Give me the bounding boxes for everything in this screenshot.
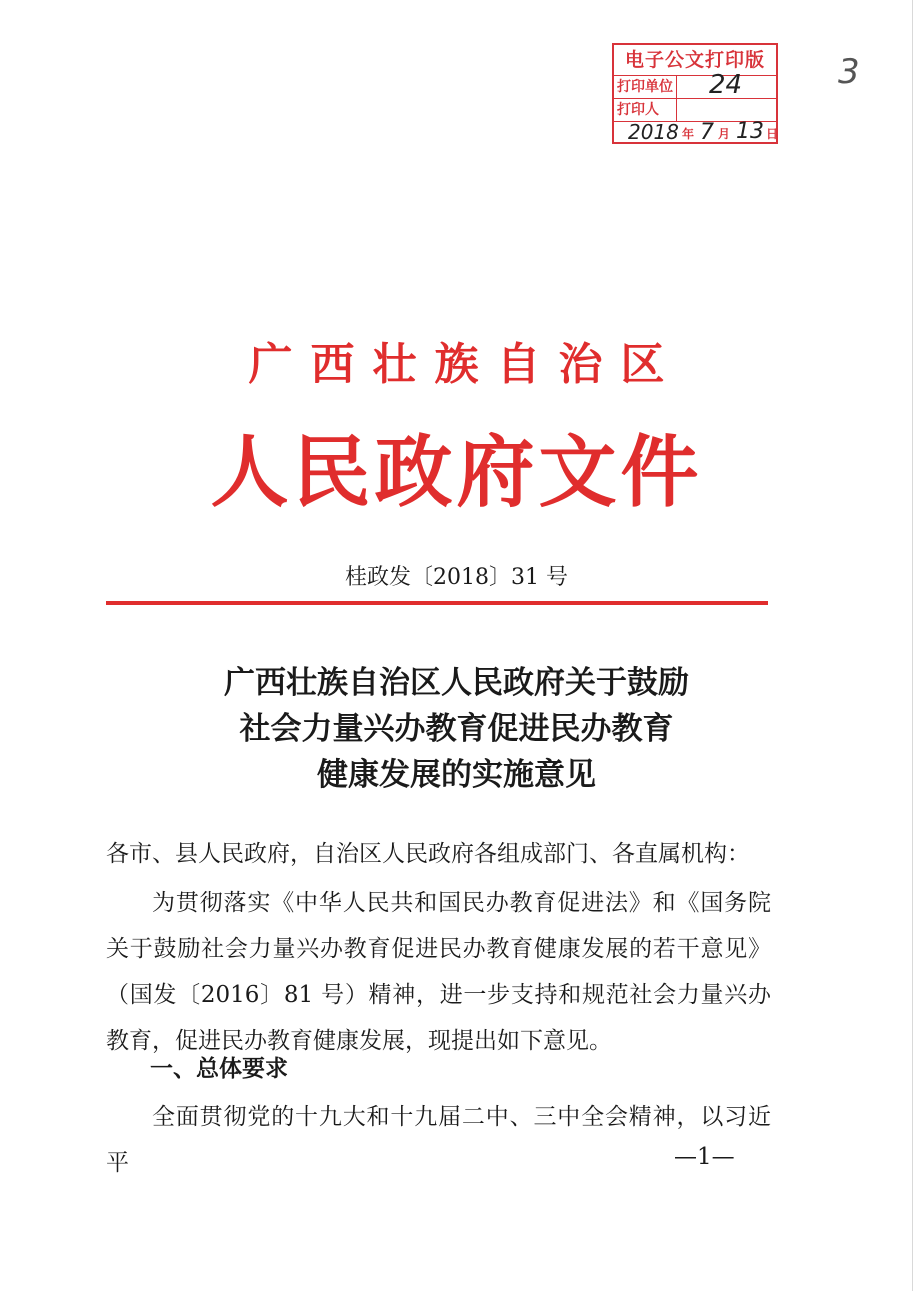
stamp-date-day: 13 [736, 119, 764, 144]
document-title-line: 健康发展的实施意见 [317, 757, 596, 793]
document-title [0, 660, 913, 798]
section-heading: 一、总体要求 [150, 1056, 288, 1082]
body-paragraph: 为贯彻落实《中华人民共和国民办教育促进法》和《国务院关于鼓励社会力量兴办教育促进民办教育健康发展的若干意见》（国发〔2016〕81 号）精神，进一步支持和规范社会力量兴办教育，促进民办教育健康发展，现提出如下意见。 [106, 890, 771, 1054]
stamp-date-day-suffix: 日 [766, 127, 779, 141]
stamp-unit-label: 打印单位 [617, 79, 673, 95]
document-number: 桂政发〔2018〕31 号 [345, 565, 568, 590]
stamp-divider [676, 76, 677, 98]
body-paragraph: 全面贯彻党的十九大和十九届二中、三中全会精神，以习近平 [106, 1104, 771, 1176]
print-stamp [612, 43, 778, 144]
stamp-date-year-suffix: 年 [682, 127, 695, 141]
handwritten-page-mark: 3 [838, 52, 860, 92]
document-title-line: 社会力量兴办教育促进民办教育 [239, 711, 674, 747]
red-separator-line [106, 601, 768, 605]
page-number: —1— [674, 1144, 735, 1170]
stamp-unit-value: 24 [709, 70, 743, 100]
issuer-document-header: 人民政府文件 [210, 427, 703, 518]
stamp-date-row [614, 119, 779, 146]
document-title-line: 广西壮族自治区人民政府关于鼓励 [224, 665, 689, 701]
stamp-date-month-suffix: 月 [718, 127, 731, 141]
stamp-divider [676, 99, 677, 121]
stamp-date-month: 7 [700, 120, 714, 145]
stamp-title: 电子公文打印版 [614, 45, 776, 76]
stamp-printer-label: 打印人 [617, 102, 659, 118]
stamp-date-year: 2018 [628, 120, 679, 144]
salutation: 各市、县人民政府，自治区人民政府各组成部门、各直属机构： [106, 841, 750, 867]
issuer-region-header: 广西壮族自治区 [248, 339, 683, 390]
stamp-unit-row [614, 70, 776, 100]
